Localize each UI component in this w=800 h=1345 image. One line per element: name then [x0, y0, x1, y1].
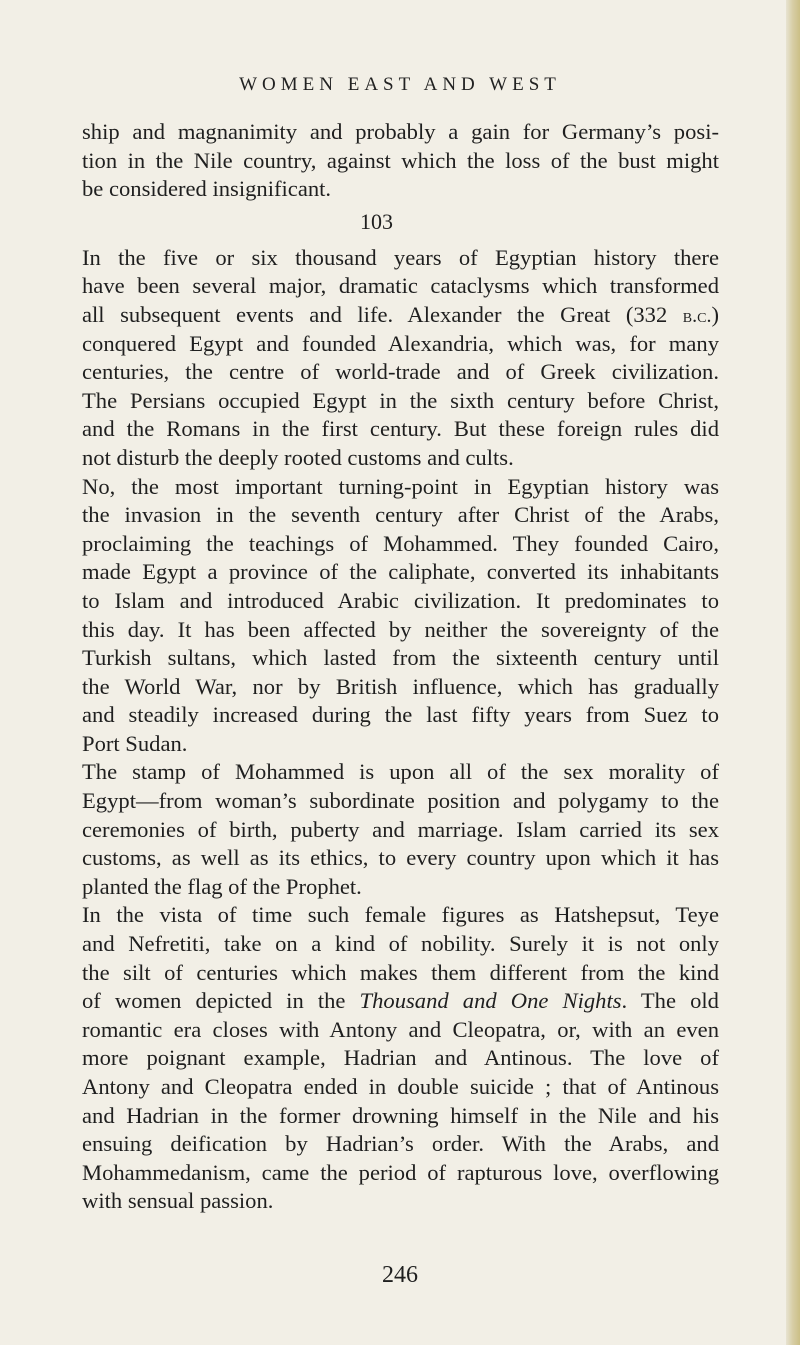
text-line: ceremonies of birth, puberty and marriage. Islam carried its sex	[82, 816, 719, 842]
text-span: . The old	[621, 988, 719, 1014]
text-span: all subsequent events and life. Alexander the Great (332	[82, 301, 683, 327]
era-abbreviation: b.c.	[682, 304, 712, 327]
text-line: Egypt—from woman’s subordinate position and polygamy to the	[82, 788, 719, 814]
body-text	[82, 118, 719, 1216]
text-line: No, the most important turning-point in Egyptian history was	[82, 473, 719, 499]
text-line: this day. It has been affected by neither the sovereignty of the	[82, 616, 719, 642]
text-line: ensuing deification by Hadrian’s order. With the Arabs, and	[82, 1131, 719, 1157]
text-line: the invasion in the seventh century after Christ of the Arabs,	[82, 502, 719, 528]
text-line: romantic era closes with Antony and Cleopatra, or, with an even	[82, 1016, 719, 1042]
text-line: tion in the Nile country, against which the loss of the bust might	[82, 147, 719, 173]
text-line: The stamp of Mohammed is upon all of the sex morality of	[82, 759, 719, 785]
text-line: Port Sudan.	[82, 730, 188, 756]
page-edge-shadow	[786, 0, 800, 1345]
book-title-italic: Thousand and One Nights	[359, 988, 622, 1014]
text-line: customs, as well as its ethics, to every country upon which it has	[82, 845, 719, 871]
text-line: more poignant example, Hadrian and Antinous. The love of	[82, 1045, 719, 1071]
text-line	[82, 987, 719, 1016]
text-line	[82, 301, 719, 330]
text-line: have been several major, dramatic cataclysms which transformed	[82, 273, 719, 299]
text-line: the World War, nor by British influence, which has gradually	[82, 673, 719, 699]
text-line: Antony and Cleopatra ended in double suicide ; that of Antinous	[82, 1074, 719, 1099]
text-line: planted the flag of the Prophet.	[82, 873, 362, 899]
text-line: and the Romans in the first century. But these foreign rules did	[82, 416, 719, 442]
text-line: not disturb the deeply rooted customs and cults.	[82, 444, 514, 470]
text-line: with sensual passion.	[82, 1188, 274, 1214]
text-line: be considered insignificant.	[82, 176, 332, 202]
text-line: and steadily increased during the last fifty years from Suez to	[82, 702, 719, 728]
text-line: and Nefretiti, take on a kind of nobility. Surely it is not only	[82, 931, 719, 957]
text-line: conquered Egypt and founded Alexandria, which was, for many	[82, 330, 719, 356]
text-line: In the five or six thousand years of Egyptian history there	[82, 244, 719, 270]
text-line: made Egypt a province of the caliphate, converted its inhabitants	[82, 559, 719, 585]
text-line: Mohammedanism, came the period of rapturous love, overflowing	[82, 1159, 719, 1185]
text-span: )	[711, 301, 719, 327]
text-line: centuries, the centre of world-trade and of Greek civilization.	[82, 359, 719, 385]
section-number: 103	[360, 208, 393, 234]
text-line: The Persians occupied Egypt in the sixth century before Christ,	[82, 387, 719, 413]
text-span: of women depicted in the	[82, 988, 360, 1014]
text-line: the silt of centuries which makes them different from the kind	[82, 959, 719, 985]
text-line: and Hadrian in the former drowning himself in the Nile and his	[82, 1102, 719, 1128]
running-head: WOMEN EAST AND WEST	[239, 74, 561, 95]
text-line: Turkish sultans, which lasted from the sixteenth century until	[82, 645, 719, 671]
text-line: proclaiming the teachings of Mohammed. They founded Cairo,	[82, 530, 719, 556]
page-number: 246	[382, 1262, 418, 1288]
text-line: to Islam and introduced Arabic civilization. It predominates to	[82, 587, 719, 613]
text-line: ship and magnanimity and probably a gain for Germany’s posi-	[82, 119, 719, 144]
text-line: In the vista of time such female figures as Hatshepsut, Teye	[82, 902, 719, 928]
